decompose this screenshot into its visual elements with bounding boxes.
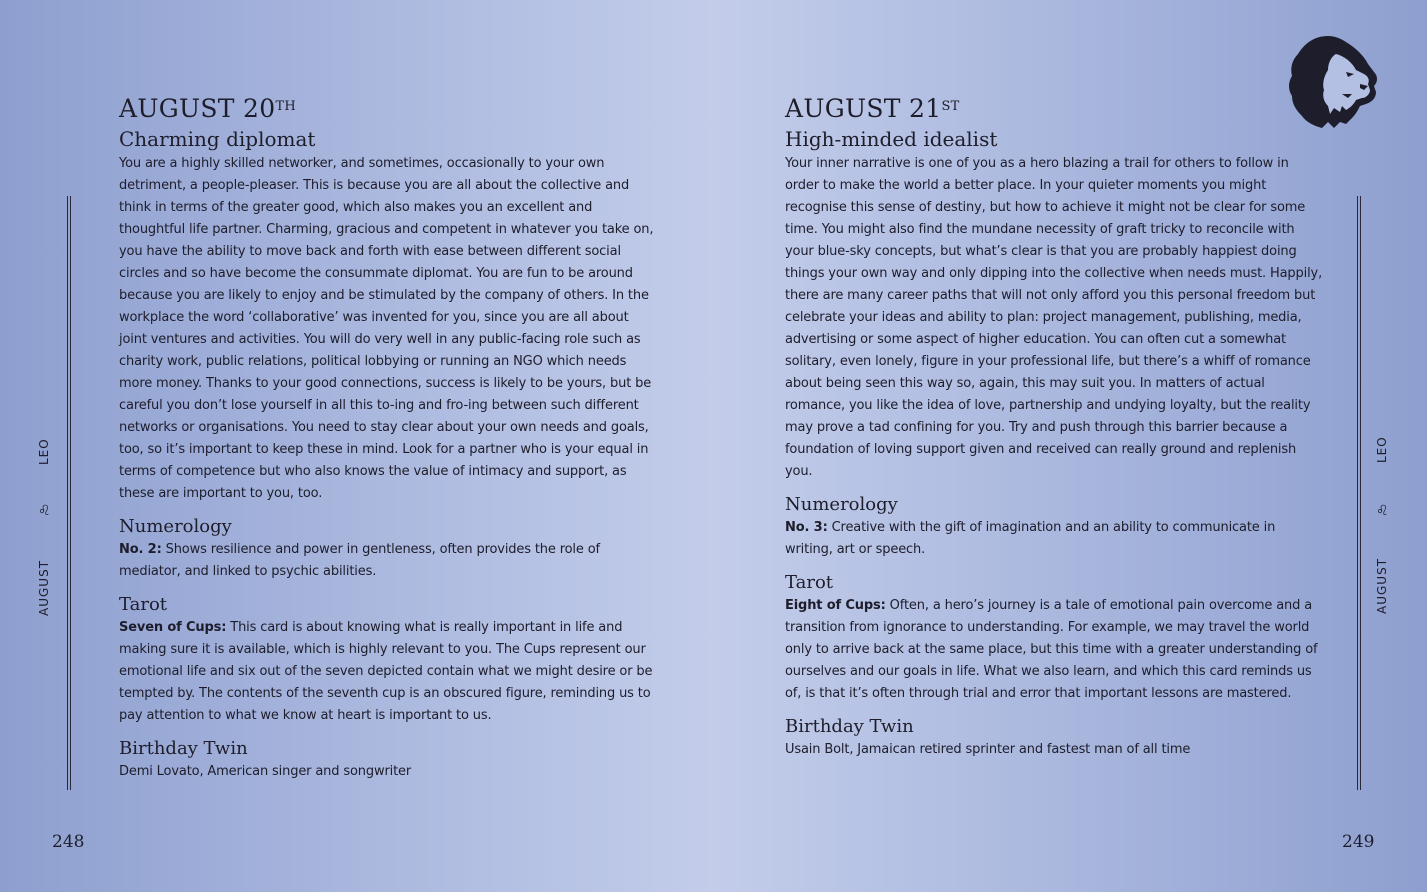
leo-glyph-icon: ♌ [38,503,51,519]
tarot-heading: Tarot [119,594,168,615]
entry-august-21 [785,92,1325,761]
left-page [0,0,713,892]
page-number: 248 [52,832,85,852]
birthday-twin-text: Usain Bolt, Jamaican retired sprinter and fastest man of all time [785,742,1191,757]
side-sign-label: LEO [37,438,51,465]
side-rule [1357,196,1361,790]
numerology-heading: Numerology [119,516,232,537]
birthday-twin-heading: Birthday Twin [785,716,914,737]
birthday-twin-heading: Birthday Twin [119,738,248,759]
entry-subtitle: Charming diplomat [119,127,316,151]
side-rule [67,196,71,790]
date-title: AUGUST 21ST [785,94,960,123]
side-month-label: AUGUST [37,559,51,616]
side-month-label: AUGUST [1375,557,1389,614]
birthday-twin-text: Demi Lovato, American singer and songwriter [119,764,412,779]
numerology-text: No. 3: Creative with the gift of imagination and an ability to communicate in writing, art or speech. [785,520,1276,557]
right-page [714,0,1427,892]
entry-body: Your inner narrative is one of you as a hero blazing a trail for others to follow in order to make the world a better place. In your quieter moments you might recognise this sense of destiny, but how to achieve it might not be clear for some time. You might also find the mundane necessity of graft tricky to reconcile with your blue-sky concepts, but what’s clear is that you are probably happiest doing things your own way and only dipping into the collective when needs must. Happily, there are many career paths that will not only afford you this personal freedom but celebrate your ideas and ability to plan: project management, publishing, media, advertising or some aspect of higher education. You can often cut a somewhat solitary, even lonely, figure in your professional life, but there’s a whiff of romance about being seen this way so, again, this may suit you. In matters of actual romance, you like the idea of love, partnership and undying loyalty, but the reality may prove a tad confining for you. Try and push through this barrier because a foundation of loving support given and received can really ground and replenish you. [785,156,1323,479]
entry-august-20 [119,92,659,783]
entry-body: You are a highly skilled networker, and sometimes, occasionally to your own detriment, a people-pleaser. This is because you are all about the collective and think in terms of the greater good, which also makes you an excellent and thoughtful life partner. Charming, gracious and competent in whatever you take on, you have the ability to move back and forth with ease between different social circles and so have become the consummate diplomat. You are fun to be around because you are likely to enjoy and be stimulated by the company of others. In the workplace the word ‘collaborative’ was invented for you, since you are all about joint ventures and activities. You will do very well in any public-facing role such as charity work, public relations, political lobbying or running an NGO which needs more money. Thanks to your good connections, success is likely to be yours, but be careful you don’t lose yourself in all this to-ing and fro-ing between such different networks or organisations. You need to stay clear about your own needs and goals, too, so it’s important to keep these in mind. Look for a partner who is your equal in terms of competence but who also knows the value of intimacy and support, as these are important to you, too. [119,156,654,501]
date-title: AUGUST 20TH [119,94,297,123]
tarot-text: Seven of Cups: This card is about knowing what is really important in life and making sure it is available, which is highly relevant to you. The Cups represent our emotional life and six out of the seven depicted contain what we might desire or be tempted by. The contents of the seventh cup is an obscured figure, reminding us to pay attention to what we know at heart is important to us. [119,620,653,723]
side-sign-label: LEO [1375,436,1389,463]
tarot-text: Eight of Cups: Often, a hero’s journey is a tale of emotional pain overcome and a transition from ignorance to understanding. For example, we may travel the world only to arrive back at the same place, but this time with a greater understanding of ourselves and our goals in life. What we also learn, and which this card reminds us of, is that it’s often through trial and error that important lessons are mastered. [785,598,1318,701]
entry-subtitle: High-minded idealist [785,127,998,151]
page-number: 249 [1342,832,1375,852]
numerology-heading: Numerology [785,494,898,515]
tarot-heading: Tarot [785,572,834,593]
numerology-text: No. 2: Shows resilience and power in gentleness, often provides the role of mediator, and linked to psychic abilities. [119,542,600,579]
leo-glyph-icon: ♌ [1376,503,1389,519]
